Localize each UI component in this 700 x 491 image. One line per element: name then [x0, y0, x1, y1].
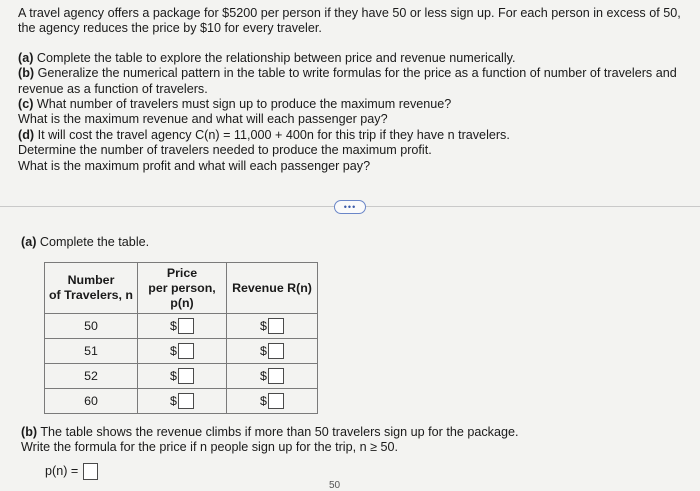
expand-more-button[interactable]: ••• [334, 200, 366, 214]
problem-statement [18, 6, 690, 174]
part-b-instruction-cont: revenue as a function of travelers. [18, 81, 208, 96]
part-d-instruction-cont: What is the maximum profit and what will each passenger pay? [18, 158, 371, 173]
revenue-input[interactable] [268, 343, 284, 359]
header-text: of Travelers, n [48, 288, 134, 302]
part-c-instruction [18, 97, 690, 112]
table-header-row [45, 263, 318, 314]
problem-line: A travel agency offers a package for $5200 per person if they have 50 or less sign up. For each person in excess of 50, [18, 6, 681, 20]
price-revenue-table [44, 262, 318, 414]
part-b-instruction [18, 66, 690, 81]
price-input[interactable] [178, 318, 194, 334]
price-input[interactable] [178, 368, 194, 384]
part-label: (d) [18, 127, 35, 142]
section-b [21, 425, 519, 456]
price-input[interactable] [178, 343, 194, 359]
travelers-cell: 52 [45, 364, 138, 389]
revenue-cell [227, 314, 318, 339]
header-text: p(n) [170, 295, 194, 310]
revenue-cell [227, 364, 318, 389]
dollar-sign: $ [170, 344, 177, 358]
part-label: (b) [21, 425, 38, 439]
dollar-sign: $ [170, 394, 177, 408]
header-text: per person, [148, 280, 216, 295]
part-text: The table shows the revenue climbs if more than 50 travelers sign up for the package. [37, 425, 519, 439]
formula-label: p(n) = [45, 463, 79, 478]
travelers-cell: 50 [45, 314, 138, 339]
table-row [45, 339, 318, 364]
part-d-instruction [18, 128, 690, 143]
part-label: (b) [18, 66, 35, 81]
dollar-sign: $ [170, 319, 177, 333]
table-row [45, 314, 318, 339]
section-b-line: Write the formula for the price if n people sign up for the trip, n ≥ 50. [21, 440, 398, 455]
dollar-sign: $ [170, 369, 177, 383]
header-travelers [45, 263, 138, 314]
dollar-sign: $ [260, 369, 267, 383]
price-formula-row [45, 463, 98, 480]
header-text: Number [67, 273, 115, 287]
part-d-instruction-cont: Determine the number of travelers needed to produce the maximum profit. [18, 143, 432, 158]
price-input[interactable] [178, 393, 194, 409]
part-a-instruction [18, 51, 690, 66]
revenue-input[interactable] [268, 368, 284, 384]
problem-line: the agency reduces the price by $10 for every traveler. [18, 21, 322, 36]
dollar-sign: $ [260, 394, 267, 408]
cut-off-text: 50 [329, 480, 341, 491]
price-cell [138, 339, 227, 364]
revenue-cell [227, 339, 318, 364]
price-cell [138, 364, 227, 389]
revenue-cell [227, 389, 318, 414]
price-cell [138, 389, 227, 414]
section-a-heading [21, 235, 149, 249]
header-price [138, 263, 227, 314]
header-text: Price [166, 265, 198, 280]
revenue-input[interactable] [268, 318, 284, 334]
price-cell [138, 314, 227, 339]
dollar-sign: $ [260, 344, 267, 358]
part-c-instruction-cont: What is the maximum revenue and what will each passenger pay? [18, 112, 388, 127]
travelers-cell: 60 [45, 389, 138, 414]
table-row [45, 389, 318, 414]
part-label: (a) [21, 235, 37, 249]
part-text: What number of travelers must sign up to produce the maximum revenue? [33, 97, 452, 112]
part-text: Generalize the numerical pattern in the table to write formulas for the price as a function of number of travelers and [34, 66, 677, 81]
dollar-sign: $ [260, 319, 267, 333]
section-b-line [21, 425, 519, 440]
header-revenue: Revenue R(n) [227, 263, 318, 314]
part-text: It will cost the travel agency C(n) = 11,000 + 400n for this trip if they have n travelers. [34, 127, 510, 142]
part-label: (c) [18, 97, 34, 112]
table-row [45, 364, 318, 389]
travelers-cell: 51 [45, 339, 138, 364]
revenue-input[interactable] [268, 393, 284, 409]
part-text: Complete the table. [36, 235, 150, 249]
part-text: Complete the table to explore the relationship between price and revenue numerically. [33, 50, 516, 65]
part-label: (a) [18, 50, 34, 65]
price-formula-input[interactable] [83, 463, 98, 480]
